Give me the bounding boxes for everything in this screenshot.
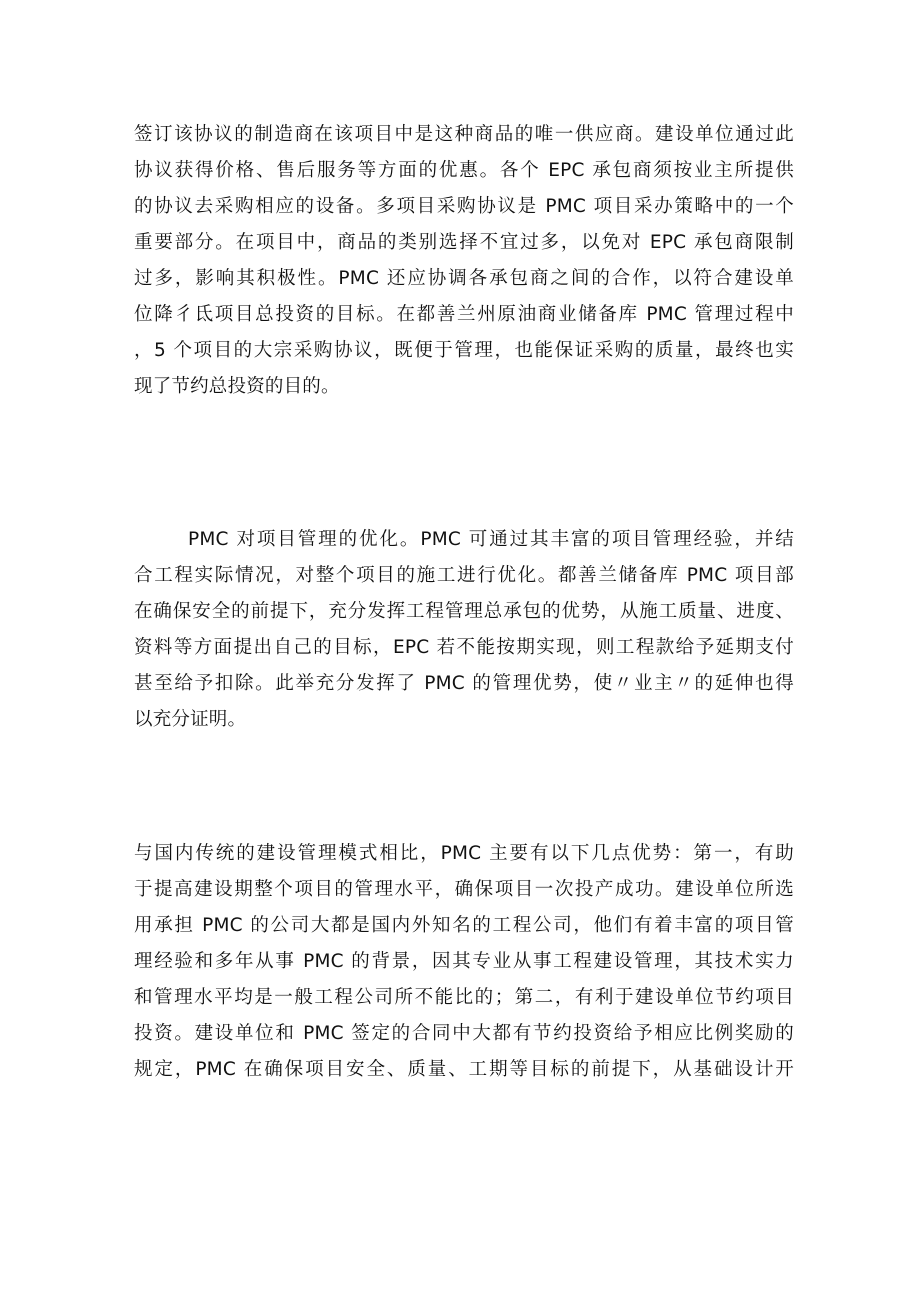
text-line: ，5 个项目的大宗采购协议，既便于管理，也能保证采购的质量，最终也实 xyxy=(134,340,794,361)
paragraph-1 xyxy=(134,117,794,405)
text-line: 投资。建设单位和 PMC 签定的合同中大都有节约投资给予相应比例奖励的 xyxy=(134,1023,794,1044)
text-line: 重要部分。在项目中，商品的类别选择不宜过多，以免对 EPC 承包商限制 xyxy=(134,232,794,253)
paragraph-3 xyxy=(134,836,794,1088)
text-line: 规定，PMC 在确保项目安全、质量、工期等目标的前提下，从基础设计开 xyxy=(134,1059,794,1080)
text-line: 于提高建设期整个项目的管理水平，确保项目一次投产成功。建设单位所选 xyxy=(134,879,794,900)
text-line: 在确保安全的前提下，充分发挥工程管理总承包的优势，从施工质量、进度、 xyxy=(134,601,794,622)
text-line: 用承担 PMC 的公司大都是国内外知名的工程公司，他们有着丰富的项目管 xyxy=(134,915,794,936)
text-line: 与国内传统的建设管理模式相比，PMC 主要有以下几点优势：第一，有助 xyxy=(134,843,794,864)
text-line: 现了节约总投资的目的。 xyxy=(134,376,340,397)
text-line: PMC 对项目管理的优化。PMC 可通过其丰富的项目管理经验，并结 xyxy=(188,529,794,550)
paragraph-2 xyxy=(134,522,794,738)
text-line: 合工程实际情况，对整个项目的施工进行优化。都善兰储备库 PMC 项目部 xyxy=(134,565,794,586)
text-line: 资料等方面提出自己的目标，EPC 若不能按期实现，则工程款给予延期支付 xyxy=(134,637,794,658)
text-line: 以充分证明。 xyxy=(134,709,247,730)
text-line: 甚至给予扣除。此举充分发挥了 PMC 的管理优势，使〃业主〃的延伸也得 xyxy=(134,673,794,694)
text-line: 位降彳氐项目总投资的目标。在都善兰州原油商业储备库 PMC 管理过程中 xyxy=(134,304,794,325)
text-line: 和管理水平均是一般工程公司所不能比的；第二，有利于建设单位节约项目 xyxy=(134,987,794,1008)
text-line: 过多，影响其积极性。PMC 还应协调各承包商之间的合作，以符合建设单 xyxy=(134,268,794,289)
text-line: 协议获得价格、售后服务等方面的优惠。各个 EPC 承包商须按业主所提供 xyxy=(134,160,794,181)
text-line: 理经验和多年从事 PMC 的背景，因其专业从事工程建设管理，其技术实力 xyxy=(134,951,794,972)
text-line: 的协议去采购相应的设备。多项目采购协议是 PMC 项目采办策略中的一个 xyxy=(134,196,794,217)
text-line: 签订该协议的制造商在该项目中是这种商品的唯一供应商。建设单位通过此 xyxy=(134,124,794,145)
